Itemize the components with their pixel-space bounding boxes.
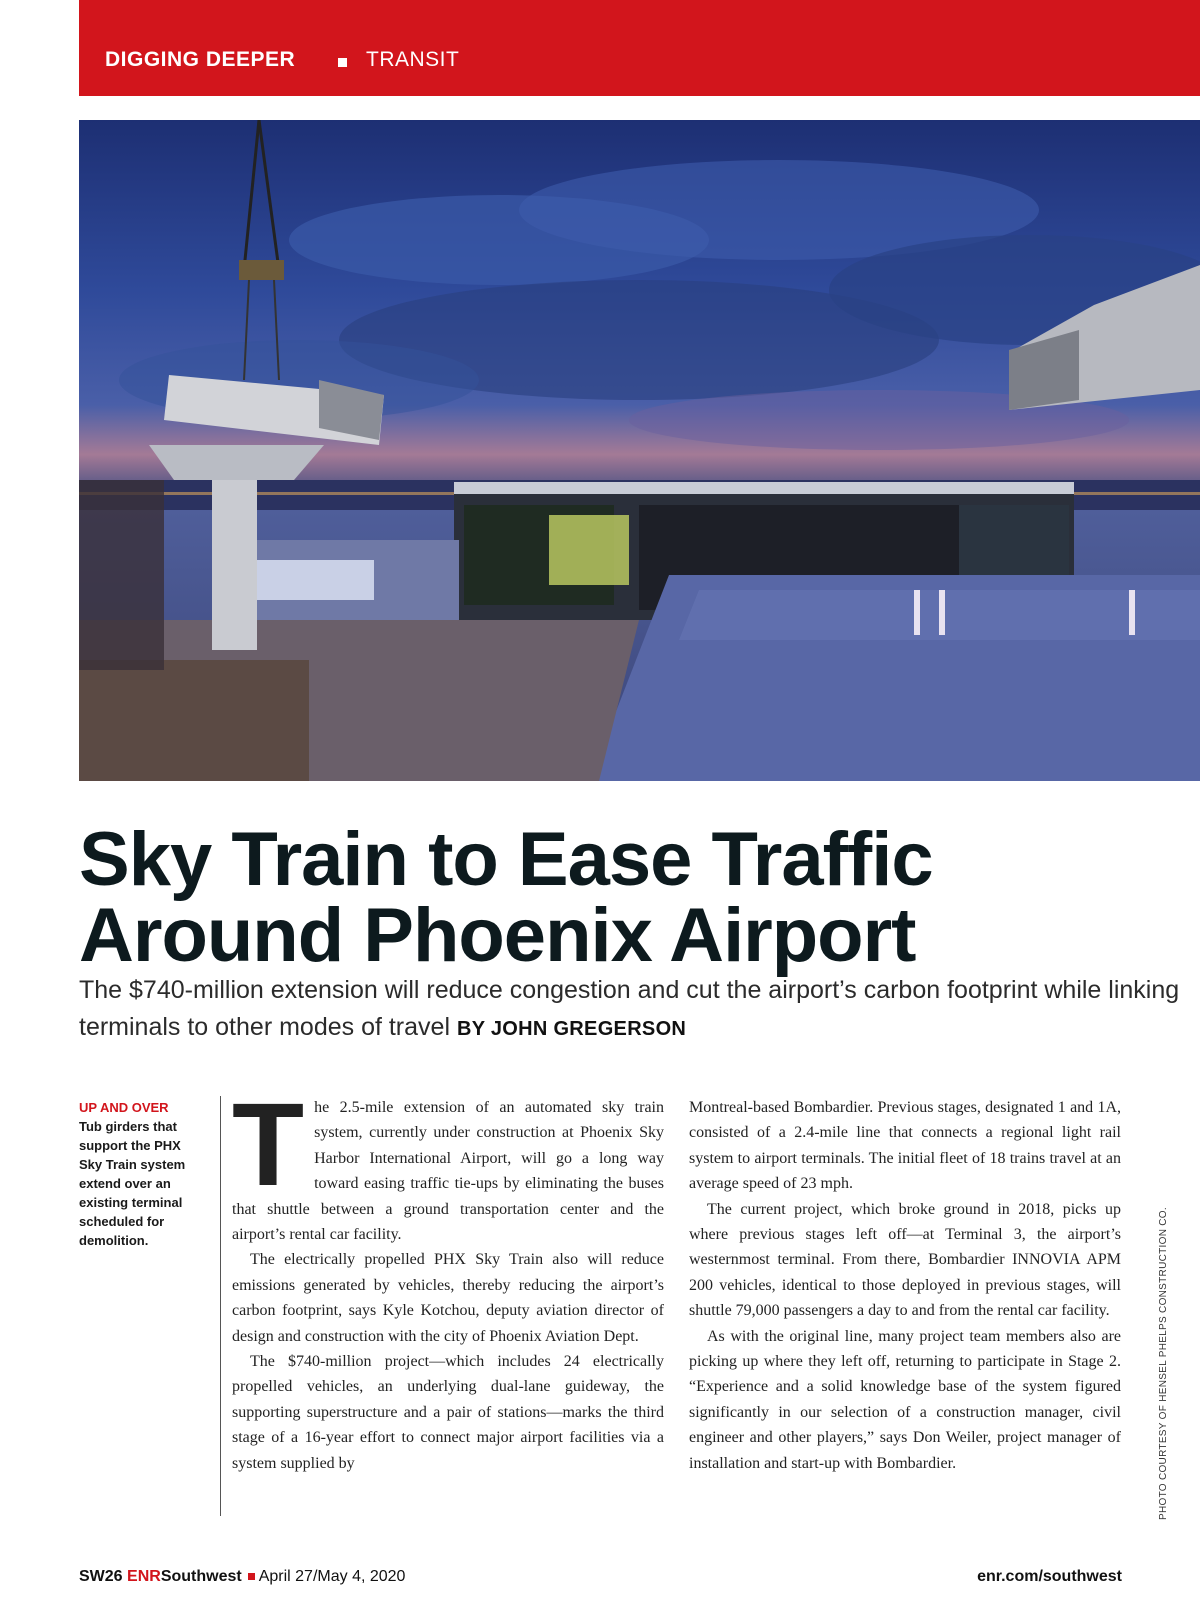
byline: BY JOHN GREGERSON xyxy=(456,1018,687,1040)
hero-photo xyxy=(79,120,1200,781)
photo-caption xyxy=(79,1098,199,1250)
section-banner xyxy=(79,0,1200,96)
dek-text: The $740-million extension will reduce congestion and cut the airport’s carbon footprint while linking terminals to other modes of travel xyxy=(79,976,1180,1041)
article-paragraph: The electrically propelled PHX Sky Train also will reduce emissions generated by vehicles, thereby reducing the airport’s carbon footprint, says Kyle Kotchou, deputy aviation director of design and construction with the city of Phoenix Aviation Dept. xyxy=(232,1251,664,1345)
article-paragraph: The current project, which broke ground in 2018, picks up where previous stages left off—at Terminal 3, the airport’s westernmost terminal. From there, Bombardier INNOVIA APM 200 vehicles, identical to those deployed in previous stages, will shuttle 79,000 passengers a day to and from the rental car facility. xyxy=(689,1200,1121,1320)
paragraph-text: he 2.5-mile extension of an automated sky train system, currently under construction at Phoenix Sky Harbor International Airport, will go a long way toward easing traffic tie-ups by eliminating the buses that shuttle between a ground transportation center and the airport’s rental car facility. xyxy=(232,1099,664,1244)
section-label: DIGGING DEEPER xyxy=(105,48,296,71)
headline-line-1: Sky Train to Ease Traffic xyxy=(79,817,933,902)
headline-line-2: Around Phoenix Airport xyxy=(79,893,916,978)
photo-credit: PHOTO COURTESY OF HENSEL PHELPS CONSTRUCTION CO. xyxy=(1158,1207,1169,1520)
footer-url: enr.com/southwest xyxy=(977,1568,1122,1585)
column-rule xyxy=(220,1096,221,1516)
article-column-1 xyxy=(232,1079,664,1476)
page-number: SW26 xyxy=(79,1568,123,1585)
separator-square-icon xyxy=(248,1573,255,1580)
article-column-2 xyxy=(689,1095,1121,1476)
issue-date: April 27/May 4, 2020 xyxy=(258,1568,406,1585)
caption-head: UP AND OVER xyxy=(79,1100,169,1115)
separator-square-icon xyxy=(338,58,347,67)
article-paragraph xyxy=(232,1079,664,1247)
brand-region: Southwest xyxy=(160,1568,242,1585)
article-paragraph: As with the original line, many project team members also are picking up where they left off, returning to participate in Stage 2. “Experience and a solid knowledge base of the system figured significantly in our selection of a construction manager, civil engineer and other players,” says Don Weiler, project manager of installation and start-up with Bombardier. xyxy=(689,1327,1121,1472)
footer-folio xyxy=(79,1568,405,1586)
dek xyxy=(79,972,1189,1048)
headline xyxy=(79,817,1189,978)
subsection-label: TRANSIT xyxy=(366,48,460,71)
article-paragraph: The $740-million project—which includes 24 electrically propelled vehicles, an underlying dual-lane guideway, the supporting superstructure and a pair of stations—marks the third stage of a 16-year effort to connect major airport facilities via a system supplied by xyxy=(232,1353,664,1472)
caption-body: Tub girders that support the PHX Sky Train system extend over an existing terminal scheduled for demolition. xyxy=(79,1119,186,1248)
article-paragraph: Montreal-based Bombardier. Previous stages, designated 1 and 1A, consisted of a 2.4-mile line that connects a regional light rail system to airport terminals. The initial fleet of 18 trains travel at an average speed of 23 mph. xyxy=(689,1099,1121,1193)
drop-cap: T xyxy=(232,1079,305,1211)
brand-enr: ENR xyxy=(127,1568,161,1585)
